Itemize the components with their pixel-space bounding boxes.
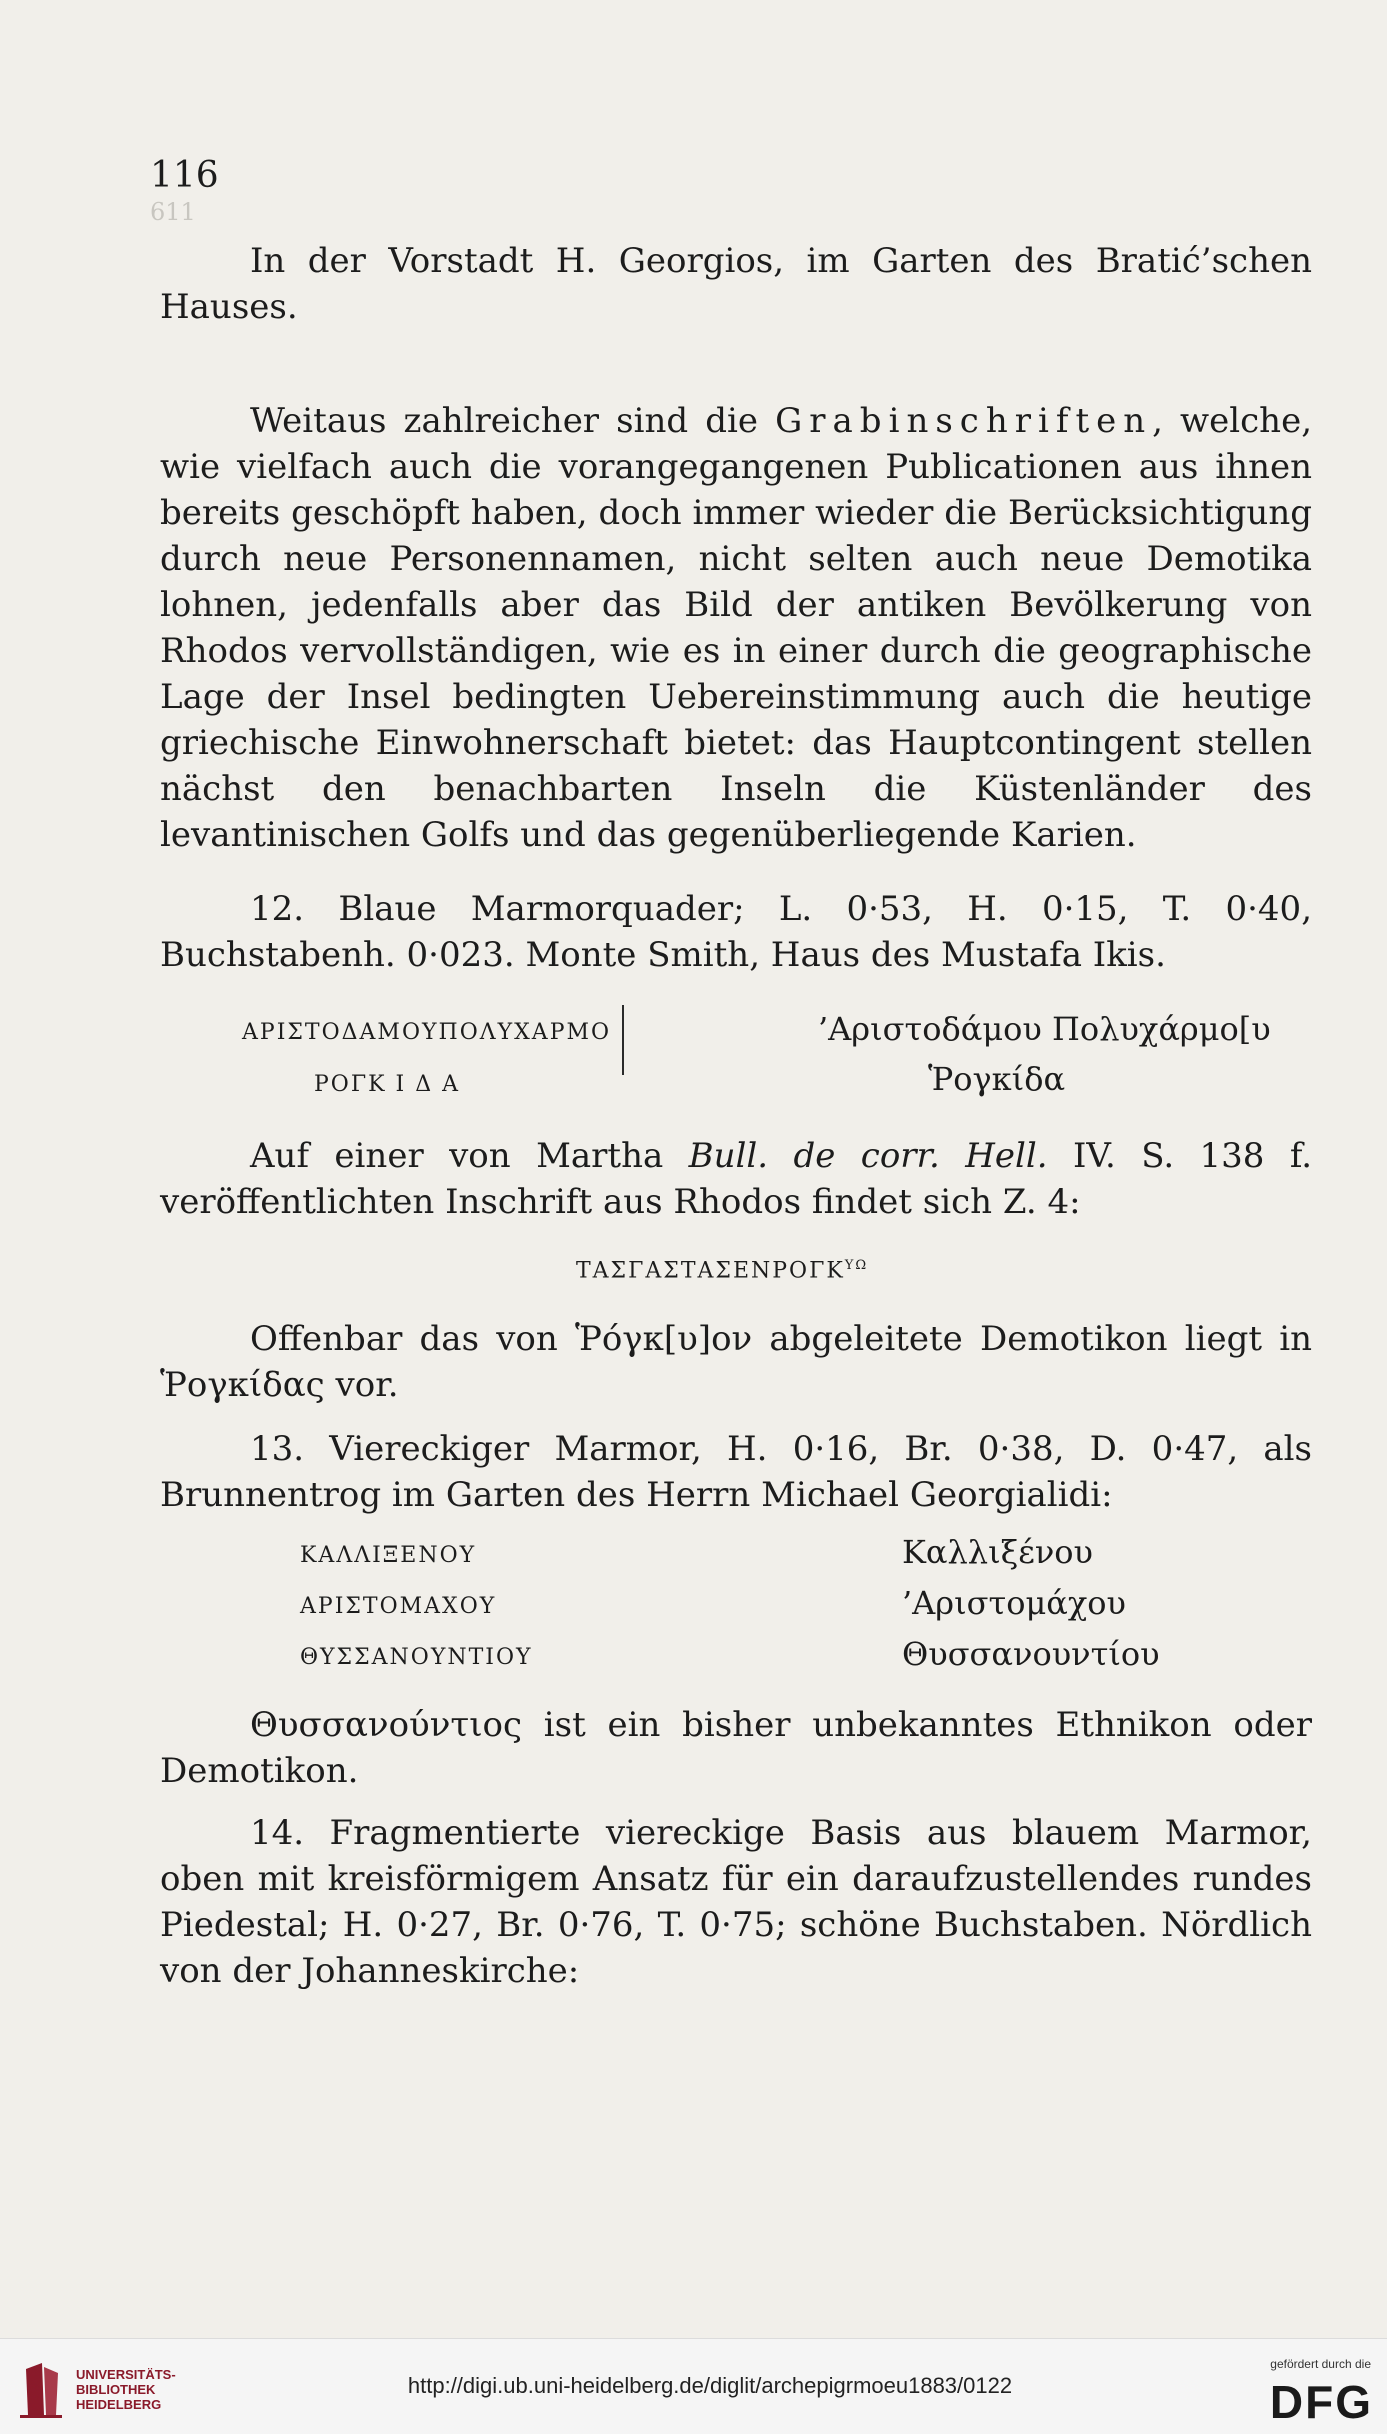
inscription-13-min-1: Καλλιξένου [902,1533,1093,1571]
funding-note: gefördert durch die [1270,2357,1371,2371]
inscription-divider [622,1005,624,1075]
dfg-logo: DFG [1269,2376,1373,2428]
spaced-term: Grabinschriften [775,401,1153,441]
paragraph-location: In der Vorstadt H. Georgios, im Garten des Bratić’schen Hauses. [160,241,1312,327]
inscription-superscript: ΥΩ [844,1258,869,1273]
library-name [76,2367,176,2412]
library-name-line: HEIDELBERG [76,2397,162,2412]
bleed-through-number: 611 [150,198,196,226]
paragraph-item-12: 12. Blaue Marmorquader; L. 0·53, H. 0·15, T. 0·40, Buchstabenh. 0·023. Monte Smith, Haus des Mustafa Ikis. [160,889,1312,975]
inscription-caps-line-1: ΑΡΙΣΤΟΔΑΜΟΥΠΟΛΥΧΑΡΜΟ [242,1020,612,1045]
text-segment: Auf einer von Martha [250,1136,664,1176]
paragraph-item-14: 14. Fragmentierte viereckige Basis aus blauem Marmor, oben mit kreisförmigem Ansatz für ein daraufzustellendes rundes Piedestal; H. 0·27, Br. 0·76, T. 0·75; schöne Buchstaben. Nördlich von der Johanneskirche: [160,1813,1312,1991]
inscription-13-caps-2: ΑΡΙΣΤΟΜΑΧΟΥ [300,1594,497,1619]
inscription-13-min-2: ’Αριστομάχου [902,1584,1126,1622]
inscription-transcription-line-1: ’Αριστοδάμου Πολυχάρμο[υ [818,1010,1271,1048]
inscription-13-min-3: Θυσσανουντίου [902,1635,1160,1673]
inscription-text: ΤΑΣΓΑΣΤΑΣΕΝΡΟΓΚ [576,1258,845,1284]
paragraph-grabinschriften [160,398,1312,858]
paragraph-martha [160,1133,1312,1225]
paragraph-item-13: 13. Viereckiger Marmor, H. 0·16, Br. 0·38, D. 0·47, als Brunnentrog im Garten des Herrn Michael Georgialidi: [160,1429,1312,1515]
text-segment: , welche, wie vielfach auch die vorangegangenen Publicationen aus ihnen bereits geschöpft haben, doch immer wieder die Berücksichtigung durch neue Personennamen, nicht selten auch neue Demotika lohnen, jedenfalls aber das Bild der antiken Bevölkerung von Rhodos vervollständigen, wie es in einer durch die geographische Lage der Insel bedingten Uebereinstimmung auch die heutige griechische Einwohnerschaft bietet: das Hauptcontingent stellen nächst den benachbarten Inseln die Küstenländer des levantinischen Golfs und das gegenüberliegende Karien. [160,401,1312,855]
inscription-caps-line-2: ΡΟΓΚ Ι Δ Α [314,1072,460,1097]
page-number: 116 [150,155,219,196]
text-segment: Weitaus zahlreicher sind die [250,401,759,441]
inscription-13-caps-3: ΘΥΣΣΑΝΟΥΝΤΙΟΥ [300,1645,533,1670]
footer-bar [0,2338,1387,2434]
library-name-line: UNIVERSITÄTS- [76,2367,176,2382]
inscription-transcription-line-2: Ῥογκίδα [928,1060,1066,1098]
martha-inscription [576,1258,868,1283]
library-name-line: BIBLIOTHEK [76,2382,156,2397]
paragraph-thyssanountios: Θυσσανούντιος ist ein bisher unbekanntes Ethnikon oder Demotikon. [160,1705,1312,1791]
library-logo-icon [14,2359,64,2419]
source-url-link[interactable]: http://digi.ub.uni-heidelberg.de/diglit/archepigrmoeu1883/0122 [407,2373,1013,2398]
text-segment: IV. S. 138 f. veröffentlichten Inschrift aus Rhodos findet sich Z. 4: [160,1136,1313,1222]
paragraph-offenbar: Offenbar das von Ῥόγκ[υ]ον abgeleitete Demotikon liegt in Ῥογκίδας vor. [160,1319,1312,1405]
inscription-13-caps-1: ΚΑΛΛΙΞΕΝΟΥ [300,1543,477,1568]
journal-title: Bull. de corr. Hell. [688,1136,1048,1176]
